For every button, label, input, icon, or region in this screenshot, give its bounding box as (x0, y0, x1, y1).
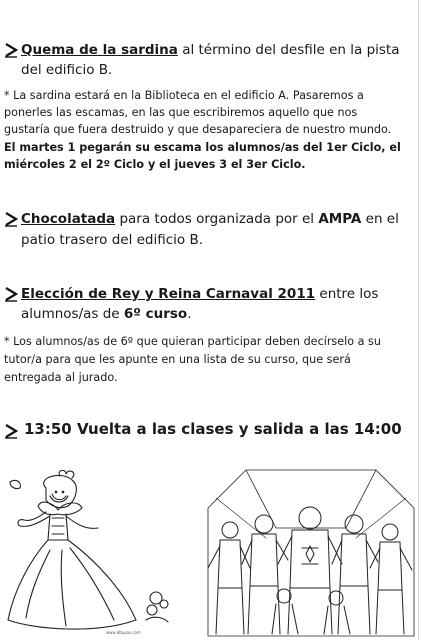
arrow-bullet-icon (4, 423, 18, 439)
quema-title-line (21, 42, 400, 58)
superheroes-coloring-illustration (206, 468, 416, 638)
eleccion-title-rest: entre los (315, 286, 379, 302)
quema-bold-1: El martes 1 pegarán su escama los alumnos/as del 1er Ciclo, el (4, 141, 401, 154)
quema-note-3: gustaría que fuera destruido y que desapareciera de nuestro mundo. (4, 123, 392, 136)
quema-note-2: ponerles las escamas, en las que escribiremos aquello que nos (4, 106, 358, 119)
chocolatada-rest-b: en el (361, 211, 399, 227)
eleccion-line2 (21, 306, 192, 322)
princess-coloring-illustration (6, 470, 176, 638)
chocolatada-line2: patio trasero del edificio B. (21, 232, 204, 248)
vuelta-text: 13:50 Vuelta a las clases y salida a las 14:00 (24, 420, 402, 438)
eleccion-line1 (21, 286, 378, 302)
eleccion-line2-a: alumnos/as de (21, 306, 124, 322)
eleccion-title: Elección de Rey y Reina Carnaval 2011 (21, 286, 316, 302)
arrow-bullet-icon (4, 211, 18, 227)
eleccion-note-1: * Los alumnos/as de 6º que quieran participar deben decírselo a su (4, 335, 381, 348)
eleccion-line2-c: . (187, 306, 192, 322)
ampa-label: AMPA (318, 211, 362, 227)
illustration-caption: www.dibujos.com (106, 630, 141, 635)
quema-title-rest: al término del desfile en la pista (177, 42, 400, 58)
arrow-bullet-icon (4, 286, 18, 302)
quema-note-1: * La sardina estará en la Biblioteca en el edificio A. Pasaremos a (4, 89, 364, 102)
chocolatada-rest-a: para todos organizada por el (115, 211, 319, 227)
arrow-bullet-icon (4, 42, 18, 58)
sexto-curso: 6º curso (123, 306, 188, 322)
chocolatada-title: Chocolatada (21, 211, 116, 227)
page-edge (418, 0, 419, 640)
quema-line2: del edificio B. (21, 62, 113, 78)
eleccion-note-3: entregada al jurado. (4, 371, 118, 384)
chocolatada-line1 (21, 211, 399, 227)
quema-bold-2: miércoles 2 el 2º Ciclo y el jueves 3 el 3er Ciclo. (4, 158, 306, 171)
quema-title: Quema de la sardina (21, 42, 178, 58)
eleccion-note-2: tutor/a para que les apunte en una lista de su curso, que será (4, 353, 351, 366)
